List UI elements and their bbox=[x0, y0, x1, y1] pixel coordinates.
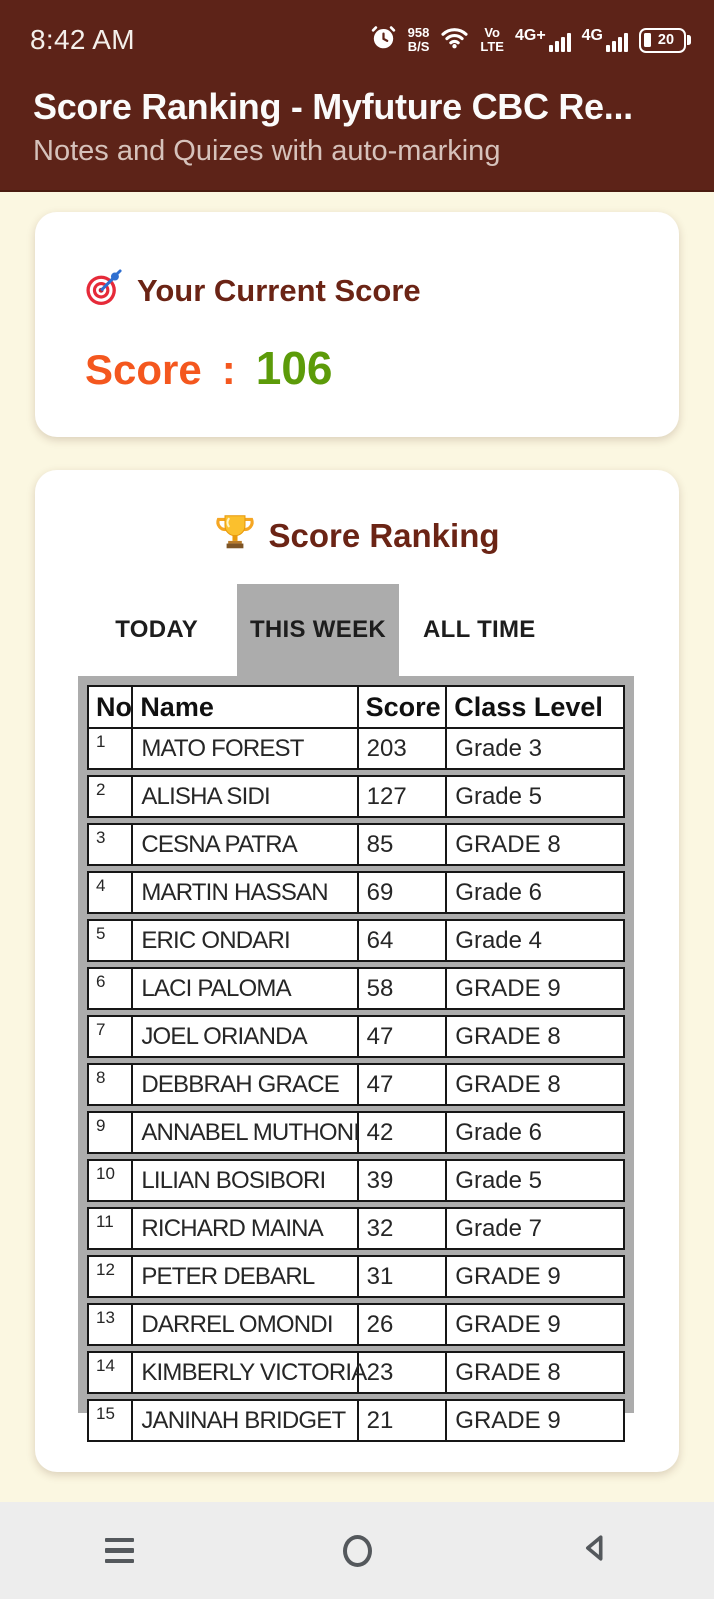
sim2-signal bbox=[582, 28, 628, 52]
rank-cell: 1 bbox=[89, 729, 133, 768]
tab-this-week[interactable]: THIS WEEK bbox=[237, 584, 398, 676]
ranking-card bbox=[35, 470, 679, 1472]
tab-today[interactable]: TODAY bbox=[115, 616, 199, 643]
score-cell: 58 bbox=[359, 969, 448, 1008]
table-row bbox=[89, 873, 623, 912]
table-row bbox=[89, 1065, 623, 1104]
name-cell: DEBBRAH GRACE bbox=[133, 1065, 358, 1104]
score-separator: : bbox=[221, 346, 236, 393]
table-row bbox=[89, 777, 623, 816]
name-cell: MARTIN HASSAN bbox=[133, 873, 358, 912]
name-cell: RICHARD MAINA bbox=[133, 1209, 358, 1248]
name-cell: JOEL ORIANDA bbox=[133, 1017, 358, 1056]
signal-bars-icon bbox=[549, 33, 571, 52]
top-bar bbox=[0, 0, 714, 192]
data-rate-value: 958 bbox=[407, 25, 430, 41]
back-triangle-icon bbox=[577, 1530, 613, 1571]
app-title: Score Ranking - Myfuture CBC Re... bbox=[33, 86, 633, 127]
battery-fill bbox=[644, 33, 651, 47]
header-name: Name bbox=[133, 687, 358, 727]
rank-cell: 8 bbox=[89, 1065, 133, 1104]
class-level-cell: Grade 4 bbox=[455, 927, 543, 954]
status-time: 8:42 AM bbox=[30, 24, 135, 55]
score-cell: 127 bbox=[359, 777, 448, 816]
table-row-box bbox=[87, 1015, 625, 1058]
name-cell: KIMBERLY VICTORIA bbox=[133, 1353, 358, 1392]
header-no: No bbox=[89, 687, 133, 727]
name-cell: LACI PALOMA bbox=[133, 969, 358, 1008]
table-row-box bbox=[87, 1351, 625, 1394]
table-row bbox=[89, 1305, 623, 1344]
table-row-box-partial bbox=[87, 1399, 625, 1442]
navigation-bar bbox=[0, 1502, 714, 1599]
volte-bottom: LTE bbox=[480, 39, 504, 54]
score-cell: 23 bbox=[359, 1353, 448, 1392]
table-row bbox=[89, 1209, 623, 1248]
battery-icon bbox=[639, 28, 686, 53]
tab-all-time[interactable]: ALL TIME bbox=[423, 616, 536, 643]
score-cell: 64 bbox=[359, 921, 448, 960]
back-button[interactable] bbox=[476, 1502, 714, 1599]
table-header-row bbox=[89, 687, 623, 727]
class-level-cell: GRADE 8 bbox=[455, 1359, 561, 1386]
score-cell: 203 bbox=[359, 729, 448, 768]
class-level-cell: Grade 6 bbox=[455, 1119, 543, 1146]
class-level-cell: Grade 5 bbox=[455, 783, 543, 810]
name-cell: LILIAN BOSIBORI bbox=[133, 1161, 358, 1200]
table-header-box bbox=[87, 685, 625, 770]
name-cell: PETER DEBARL bbox=[133, 1257, 358, 1296]
score-value: 106 bbox=[255, 342, 333, 394]
trophy-icon bbox=[214, 511, 256, 561]
tab-bar bbox=[76, 584, 560, 676]
class-level-cell: GRADE 9 bbox=[455, 1311, 561, 1338]
table-row bbox=[89, 1257, 623, 1296]
table-row-box bbox=[87, 1111, 625, 1154]
table-row-box bbox=[87, 823, 625, 866]
score-cell: 85 bbox=[359, 825, 448, 864]
table-row bbox=[89, 969, 623, 1008]
rank-cell: 13 bbox=[89, 1305, 133, 1344]
class-level-cell: GRADE 8 bbox=[455, 831, 561, 858]
name-cell: MATO FOREST bbox=[133, 729, 358, 768]
wifi-icon bbox=[440, 26, 469, 54]
current-score-heading bbox=[85, 266, 679, 315]
ranking-title: Score Ranking bbox=[268, 517, 500, 554]
score-cell: 47 bbox=[359, 1065, 448, 1104]
score-cell: 21 bbox=[359, 1401, 448, 1440]
sim2-network-label: 4G bbox=[581, 27, 603, 44]
data-rate-indicator bbox=[408, 26, 430, 53]
menu-button[interactable] bbox=[0, 1502, 238, 1599]
table-row-box bbox=[87, 1159, 625, 1202]
table-row bbox=[89, 921, 623, 960]
rank-cell: 2 bbox=[89, 777, 133, 816]
class-level-cell: Grade 6 bbox=[455, 879, 543, 906]
signal-bars-icon bbox=[606, 33, 628, 52]
home-circle-icon bbox=[343, 1535, 372, 1567]
header-class-level: Class Level bbox=[454, 692, 603, 722]
home-button[interactable] bbox=[238, 1502, 476, 1599]
rank-cell: 10 bbox=[89, 1161, 133, 1200]
status-icons bbox=[370, 24, 692, 56]
score-cell: 39 bbox=[359, 1161, 448, 1200]
rank-cell: 4 bbox=[89, 873, 133, 912]
score-cell: 47 bbox=[359, 1017, 448, 1056]
class-level-cell: GRADE 9 bbox=[455, 1263, 561, 1290]
table-row-box bbox=[87, 1207, 625, 1250]
table-row-box bbox=[87, 1063, 625, 1106]
table-row bbox=[89, 1401, 623, 1440]
table-row-box bbox=[87, 1303, 625, 1346]
current-score-card bbox=[35, 212, 679, 437]
score-cell: 26 bbox=[359, 1305, 448, 1344]
table-row bbox=[89, 1113, 623, 1152]
table-row-box bbox=[87, 871, 625, 914]
class-level-cell: GRADE 9 bbox=[455, 975, 561, 1002]
battery-percent: 20 bbox=[657, 31, 675, 48]
table-row bbox=[89, 1017, 623, 1056]
table-row-box bbox=[87, 1255, 625, 1298]
score-line bbox=[85, 341, 679, 395]
name-cell: ALISHA SIDI bbox=[133, 777, 358, 816]
name-cell: CESNA PATRA bbox=[133, 825, 358, 864]
score-label: Score bbox=[85, 346, 202, 393]
ranking-table-panel bbox=[78, 676, 634, 1434]
table-row-box bbox=[87, 775, 625, 818]
class-level-cell: Grade 7 bbox=[455, 1215, 543, 1242]
name-cell: ANNABEL MUTHONI bbox=[133, 1113, 358, 1152]
rank-cell: 15 bbox=[89, 1401, 133, 1440]
rank-cell: 9 bbox=[89, 1113, 133, 1152]
table-row bbox=[89, 1161, 623, 1200]
data-rate-unit: B/S bbox=[407, 39, 430, 54]
rank-cell: 5 bbox=[89, 921, 133, 960]
name-cell: JANINAH BRIDGET bbox=[133, 1401, 358, 1440]
class-level-cell: GRADE 9 bbox=[455, 1407, 561, 1434]
rank-cell: 7 bbox=[89, 1017, 133, 1056]
class-level-cell: GRADE 8 bbox=[455, 1071, 561, 1098]
table-row bbox=[89, 1353, 623, 1392]
app-subtitle: Notes and Quizes with auto-marking bbox=[33, 135, 501, 167]
volte-top: Vo bbox=[484, 25, 500, 41]
table-row bbox=[89, 727, 623, 768]
status-bar bbox=[0, 0, 714, 80]
table-row-box bbox=[87, 919, 625, 962]
sim1-signal bbox=[515, 28, 571, 52]
alarm-clock-icon bbox=[370, 24, 397, 56]
rank-cell: 6 bbox=[89, 969, 133, 1008]
menu-icon bbox=[105, 1538, 134, 1564]
rank-cell: 3 bbox=[89, 825, 133, 864]
class-level-cell: GRADE 8 bbox=[455, 1023, 561, 1050]
table-row bbox=[89, 825, 623, 864]
target-dart-icon bbox=[85, 266, 123, 315]
class-level-cell: Grade 5 bbox=[455, 1167, 543, 1194]
name-cell: ERIC ONDARI bbox=[133, 921, 358, 960]
rank-cell: 11 bbox=[89, 1209, 133, 1248]
score-cell: 42 bbox=[359, 1113, 448, 1152]
sim1-network-label: 4G+ bbox=[514, 27, 546, 44]
rank-cell: 14 bbox=[89, 1353, 133, 1392]
header-score: Score bbox=[359, 687, 448, 727]
score-cell: 32 bbox=[359, 1209, 448, 1248]
ranking-heading bbox=[35, 514, 679, 558]
current-score-title: Your Current Score bbox=[137, 272, 421, 308]
rank-cell: 12 bbox=[89, 1257, 133, 1296]
class-level-cell: Grade 3 bbox=[455, 735, 543, 762]
volte-indicator bbox=[480, 26, 504, 53]
name-cell: DARREL OMONDI bbox=[133, 1305, 358, 1344]
score-cell: 69 bbox=[359, 873, 448, 912]
app-header bbox=[0, 80, 714, 190]
score-cell: 31 bbox=[359, 1257, 448, 1296]
table-row-box bbox=[87, 967, 625, 1010]
